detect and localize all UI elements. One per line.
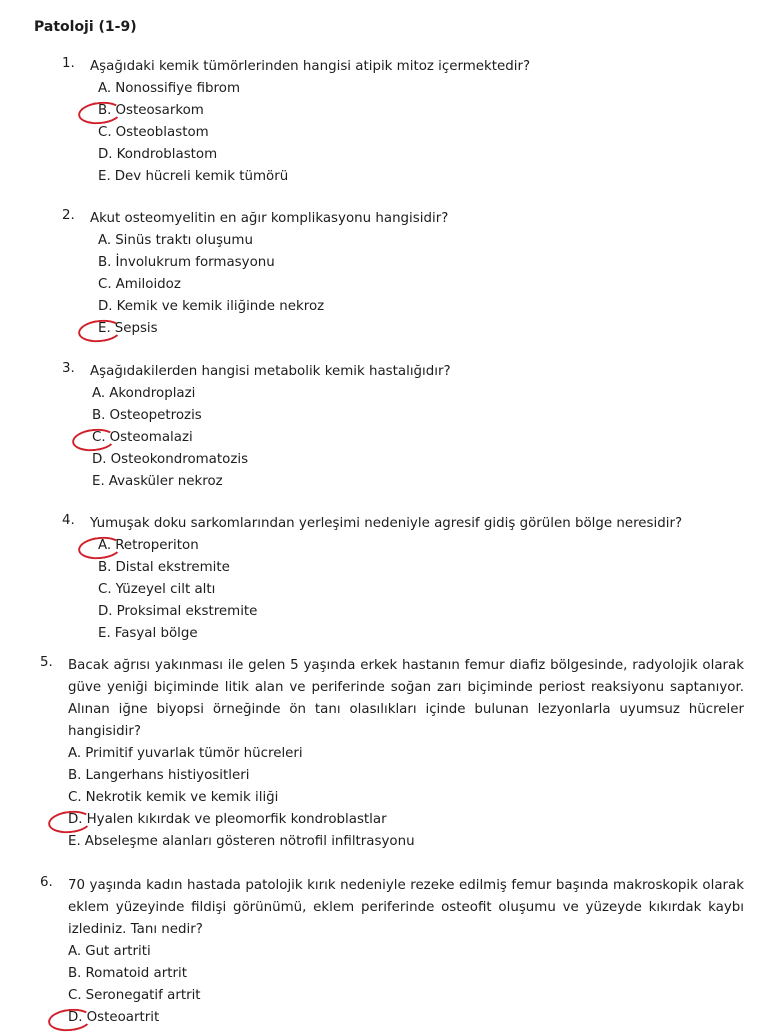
option-letter: E. (98, 169, 111, 184)
option-letter: C. (98, 277, 112, 292)
option-letter: B. (68, 768, 82, 783)
option-text: Avasküler nekroz (108, 474, 223, 489)
option-letter: D. (98, 299, 113, 314)
option-text: Osteokondromatozis (110, 452, 249, 467)
option-text: Osteosarkom (115, 103, 204, 118)
option-a (92, 383, 742, 405)
option-text: Yüzeyel cilt altı (115, 582, 216, 597)
option-e (98, 166, 742, 188)
question-3 (62, 361, 742, 493)
option-text: Kemik ve kemik iliğinde nekroz (116, 299, 325, 314)
option-d (98, 144, 742, 166)
question-text: Bacak ağrısı yakınması ile gelen 5 yaşında erkek hastanın femur diafiz bölgesinde, radyolojik olarak güve yeniği biçiminde litik alan ve periferinde soğan zarı biçiminde periost reaksiyonu saptanıyor. Alınan iğne biyopsi örneğinde ön tanı olasılıkları içinde bulunan lezyonlarla uyumsuz hücreler hangisidir? (68, 658, 744, 739)
option-b (68, 963, 744, 985)
option-text: Osteopetrozis (109, 408, 202, 423)
option-letter: E. (98, 626, 111, 641)
option-letter: E. (98, 321, 111, 336)
option-b (92, 405, 742, 427)
question-text: Akut osteomyelitin en ağır komplikasyonu hangisidir? (90, 211, 449, 226)
option-a (98, 78, 742, 100)
option-d (68, 1007, 744, 1029)
option-text: Fasyal bölge (114, 626, 198, 641)
option-text: Gut artriti (85, 944, 151, 959)
option-text: Nekrotik kemik ve kemik iliği (85, 790, 279, 805)
option-letter: D. (92, 452, 107, 467)
question-text: 70 yaşında kadın hastada patolojik kırık nedeniyle rezeke edilmiş femur başında makroskopik olarak eklem yüzeyinde fildişi görünümü, eklem periferinde osteofit oluşumu ve yüzeyde kıkırdak kaybı izlediniz. Tanı nedir? (68, 878, 744, 937)
question-number: 1. (62, 56, 75, 71)
page-title: Patoloji (1-9) (34, 19, 137, 35)
option-text: Osteoartrit (86, 1010, 160, 1025)
option-b (98, 557, 752, 579)
question-number: 2. (62, 208, 75, 223)
option-text: Seronegatif artrit (85, 988, 201, 1003)
option-text: Akondroplazi (109, 386, 196, 401)
option-letter: C. (68, 988, 82, 1003)
option-text: Abseleşme alanları gösteren nötrofil infiltrasyonu (84, 834, 415, 849)
option-letter: D. (98, 147, 113, 162)
option-a (68, 941, 744, 963)
option-letter: D. (68, 1010, 83, 1025)
option-letter: C. (68, 790, 82, 805)
option-text: Hyalen kıkırdak ve pleomorfik kondroblastlar (86, 812, 387, 827)
option-text: Kondroblastom (116, 147, 218, 162)
option-text: Primitif yuvarlak tümör hücreleri (85, 746, 303, 761)
option-letter: C. (92, 430, 106, 445)
option-text: Osteomalazi (109, 430, 193, 445)
question-number: 5. (40, 655, 53, 670)
question-6 (40, 875, 744, 1029)
option-text: Dev hücreli kemik tümörü (114, 169, 289, 184)
option-text: Langerhans histiyositleri (85, 768, 250, 783)
option-letter: C. (98, 125, 112, 140)
option-a (98, 535, 752, 557)
option-a (68, 743, 744, 765)
option-letter: B. (68, 966, 82, 981)
option-text: Osteoblastom (115, 125, 209, 140)
option-letter: D. (98, 604, 113, 619)
option-letter: D. (68, 812, 83, 827)
option-c (98, 274, 742, 296)
option-letter: C. (98, 582, 112, 597)
option-d (68, 809, 744, 831)
question-1 (62, 56, 742, 188)
option-text: Nonossifiye fibrom (115, 81, 240, 96)
option-text: Sepsis (114, 321, 158, 336)
option-b (68, 765, 744, 787)
option-letter: B. (98, 560, 112, 575)
option-letter: A. (68, 944, 82, 959)
option-e (98, 623, 752, 645)
option-e (92, 471, 742, 493)
option-letter: B. (98, 103, 112, 118)
question-2 (62, 208, 742, 340)
option-letter: B. (98, 255, 112, 270)
option-c (68, 985, 744, 1007)
option-text: Retroperiton (115, 538, 199, 553)
option-d (98, 296, 742, 318)
option-letter: A. (98, 538, 112, 553)
option-text: İnvolukrum formasyonu (115, 255, 275, 270)
question-text: Aşağıdakilerden hangisi metabolik kemik hastalığıdır? (90, 364, 451, 379)
option-d (98, 601, 752, 623)
question-text: Yumuşak doku sarkomlarından yerleşimi nedeniyle agresif gidiş görülen bölge neresidir? (90, 516, 683, 531)
option-b (98, 252, 742, 274)
option-letter: E. (92, 474, 105, 489)
option-letter: A. (92, 386, 106, 401)
option-letter: E. (68, 834, 81, 849)
option-b (98, 100, 742, 122)
question-number: 3. (62, 361, 75, 376)
option-e (98, 318, 742, 340)
option-text: Distal ekstremite (115, 560, 230, 575)
option-text: Sinüs traktı oluşumu (115, 233, 253, 248)
option-text: Amiloidoz (115, 277, 181, 292)
question-4 (62, 513, 752, 645)
option-c (98, 122, 742, 144)
question-number: 6. (40, 875, 53, 890)
option-c (92, 427, 742, 449)
option-letter: A. (98, 233, 112, 248)
option-e (68, 831, 744, 853)
question-5 (40, 655, 744, 853)
option-a (98, 230, 742, 252)
option-text: Romatoid artrit (85, 966, 187, 981)
question-number: 4. (62, 513, 75, 528)
option-letter: A. (98, 81, 112, 96)
option-d (92, 449, 742, 471)
option-letter: B. (92, 408, 106, 423)
option-c (68, 787, 744, 809)
option-text: Proksimal ekstremite (116, 604, 258, 619)
option-letter: A. (68, 746, 82, 761)
question-text: Aşağıdaki kemik tümörlerinden hangisi atipik mitoz içermektedir? (90, 59, 531, 74)
option-c (98, 579, 752, 601)
